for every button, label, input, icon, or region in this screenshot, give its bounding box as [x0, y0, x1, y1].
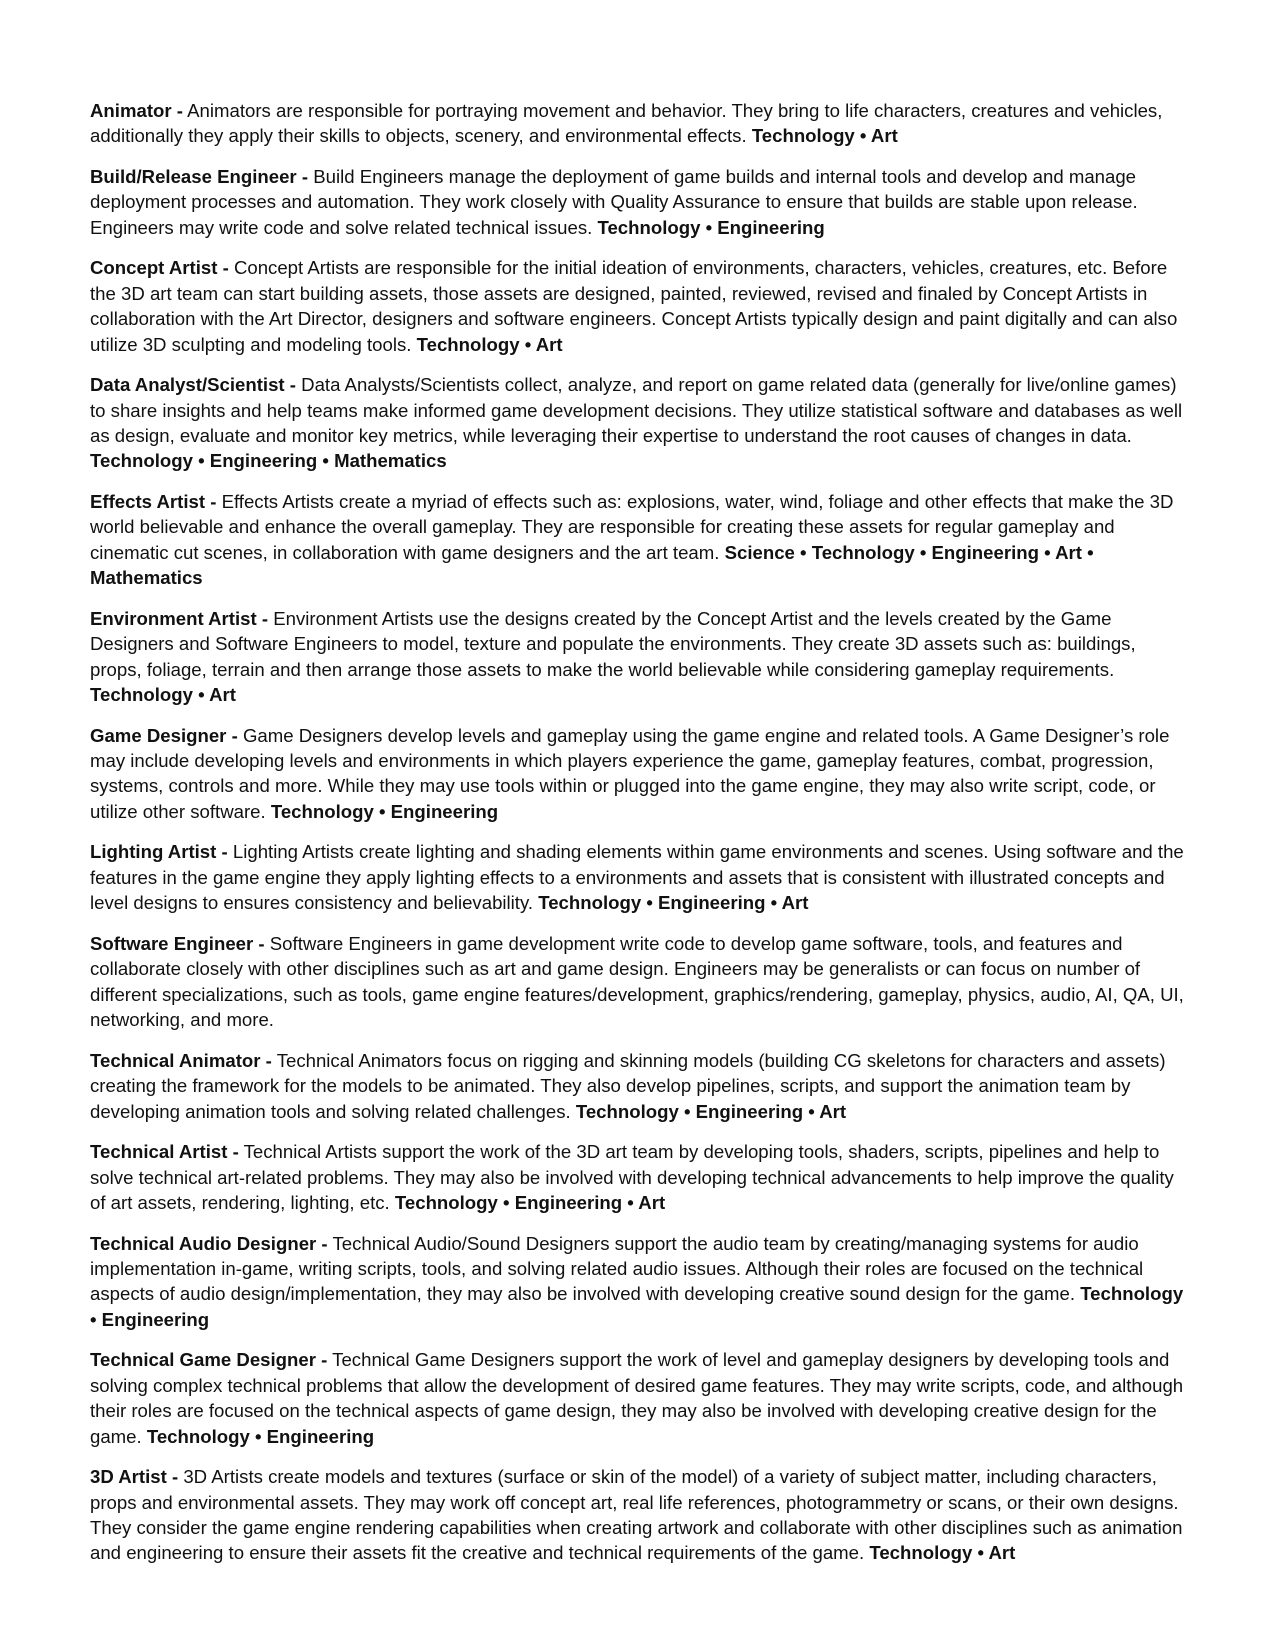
career-entry-technical-game-designer: [90, 1347, 1192, 1449]
role-description: Effects Artists create a myriad of effects such as: explosions, water, wind, foliage and other effects that make the 3D world believable and enhance the overall gameplay. They are responsible for creating these assets for regular gameplay and cinematic cut scenes, in collaboration with game designers and the art team.: [90, 491, 1174, 563]
document-page: [90, 98, 1192, 1581]
role-title: Concept Artist -: [90, 257, 229, 279]
role-title: Game Designer -: [90, 724, 238, 746]
role-description: Lighting Artists create lighting and shading elements within game environments and scenes. Using software and the features in the game engine they apply lighting effects to a environments and assets that is consistent with illustrated concepts and level designs to ensures consistency and believability.: [90, 841, 1184, 914]
career-entry-animator: [90, 98, 1192, 149]
career-entry-technical-artist: [90, 1139, 1192, 1215]
role-fields: Technology • Art: [869, 1542, 1016, 1564]
role-description: Environment Artists use the designs created by the Concept Artist and the levels created by the Game Designers and Software Engineers to model, texture and populate the environments. They create 3D assets such as: buildings, props, foliage, terrain and then arrange those assets to make the world believable while considering gameplay requirements.: [90, 607, 1136, 680]
career-entry-3d-artist: [90, 1464, 1192, 1566]
role-description: Technical Audio/Sound Designers support the audio team by creating/managing systems for audio implementation in-game, writing scripts, tools, and solving related audio issues. Although their roles are focused on the technical aspects of audio design/implementation, they may also be involved with developing creative sound design for the game.: [90, 1232, 1144, 1305]
role-fields: Technology • Engineering • Art: [575, 1100, 847, 1122]
career-entry-software-engineer: [90, 931, 1192, 1033]
role-fields: Technology • Engineering • Art: [394, 1191, 666, 1213]
role-description: Technical Animators focus on rigging and skinning models (building CG skeletons for characters and assets) creating the framework for the models to be animated. They also develop pipelines, scripts, and support the animation team by developing animation tools and solving related challenges.: [90, 1049, 1166, 1122]
role-title: 3D Artist -: [90, 1466, 179, 1488]
role-description: Animators are responsible for portraying movement and behavior. They bring to life characters, creatures and vehicles, additionally they apply their skills to objects, scenery, and environmental effects.: [90, 100, 1163, 147]
career-entry-concept-artist: [90, 255, 1192, 357]
role-fields: Technology • Engineering: [597, 216, 825, 238]
role-title: Data Analyst/Scientist -: [90, 374, 296, 396]
role-fields: Technology • Engineering: [270, 800, 499, 822]
role-title: Animator -: [90, 100, 183, 121]
role-description: Technical Artists support the work of the 3D art team by developing tools, shaders, scripts, pipelines and help to solve technical art-related problems. They may also be involved with developing technical advancements to help improve the quality of art assets, rendering, lighting, etc.: [90, 1141, 1174, 1213]
role-fields: Technology • Art: [416, 333, 563, 355]
career-entry-technical-audio-designer: [90, 1231, 1192, 1333]
role-fields: Technology • Engineering • Mathematics: [90, 450, 447, 472]
role-description: Build Engineers manage the deployment of game builds and internal tools and develop and manage deployment processes and automation. They work closely with Quality Assurance to ensure that builds are stable upon release. Engineers may write code and solve related technical issues.: [90, 166, 1138, 238]
career-entry-build-release-engineer: [90, 164, 1192, 240]
role-description: Technical Game Designers support the work of level and gameplay designers by developing tools and solving complex technical problems that allow the development of desired game features. They may write scripts, code, and although their roles are focused on the technical aspects of game design, they may also be involved with developing creative design for the game.: [90, 1349, 1184, 1447]
role-title: Software Engineer -: [90, 932, 265, 954]
role-description: Concept Artists are responsible for the initial ideation of environments, characters, vehicles, creatures, etc. Before the 3D art team can start building assets, those assets are designed, painted, reviewed, revised and finaled by Concept Artists in collaboration with the Art Director, designers and software engineers. Concept Artists typically design and paint digitally and can also utilize 3D sculpting and modeling tools.: [90, 257, 1178, 355]
role-description: Software Engineers in game development write code to develop game software, tools, and features and collaborate closely with other disciplines such as art and game design. Engineers may be generalists or can focus on number of different specializations, such as tools, game engine features/development, graphics/rendering, gameplay, physics, audio, AI, QA, UI, networking, and more.: [90, 932, 1184, 1031]
role-title: Technical Animator -: [90, 1049, 272, 1071]
career-entry-environment-artist: [90, 606, 1192, 708]
role-title: Build/Release Engineer -: [90, 166, 309, 187]
role-description: Game Designers develop levels and gameplay using the game engine and related tools. A Game Designer’s role may include developing levels and environments in which players experience the game, gameplay features, combat, progression, systems, controls and more. While they may use tools within or plugged into the game engine, they may also write script, code, or utilize other software.: [90, 724, 1170, 822]
career-entry-technical-animator: [90, 1048, 1192, 1124]
role-title: Technical Audio Designer -: [90, 1232, 328, 1254]
role-fields: Technology • Engineering: [90, 1283, 1184, 1330]
role-title: Lighting Artist -: [90, 841, 228, 863]
role-description: 3D Artists create models and textures (surface or skin of the model) of a variety of subject matter, including characters, props and environmental assets. They may work off concept art, real life references, photogrammetry or scans, or their own designs. They consider the game engine rendering capabilities when creating artwork and collaborate with other disciplines such as animation and engineering to ensure their assets fit the creative and technical requirements of the game.: [90, 1466, 1183, 1564]
career-entry-lighting-artist: [90, 839, 1192, 915]
role-fields: Technology • Art: [751, 125, 898, 147]
role-title: Technical Game Designer -: [90, 1349, 328, 1371]
role-title: Technical Artist -: [90, 1141, 239, 1163]
role-title: Environment Artist -: [90, 607, 269, 629]
career-entry-data-analyst: [90, 372, 1192, 474]
career-entry-game-designer: [90, 723, 1192, 825]
role-fields: Technology • Engineering • Art: [538, 892, 809, 914]
role-title: Effects Artist -: [90, 491, 217, 513]
career-entry-effects-artist: [90, 489, 1192, 591]
role-fields: Science • Technology • Engineering • Art • Mathematics: [90, 541, 1094, 589]
role-fields: Technology • Engineering: [146, 1425, 375, 1447]
role-fields: Technology • Art: [90, 684, 236, 706]
role-description: Data Analysts/Scientists collect, analyze, and report on game related data (generally for live/online games) to share insights and help teams make informed game development decisions. They utilize statistical software and databases as well as design, evaluate and monitor key metrics, while leveraging their expertise to understand the root causes of changes in data.: [90, 374, 1183, 447]
